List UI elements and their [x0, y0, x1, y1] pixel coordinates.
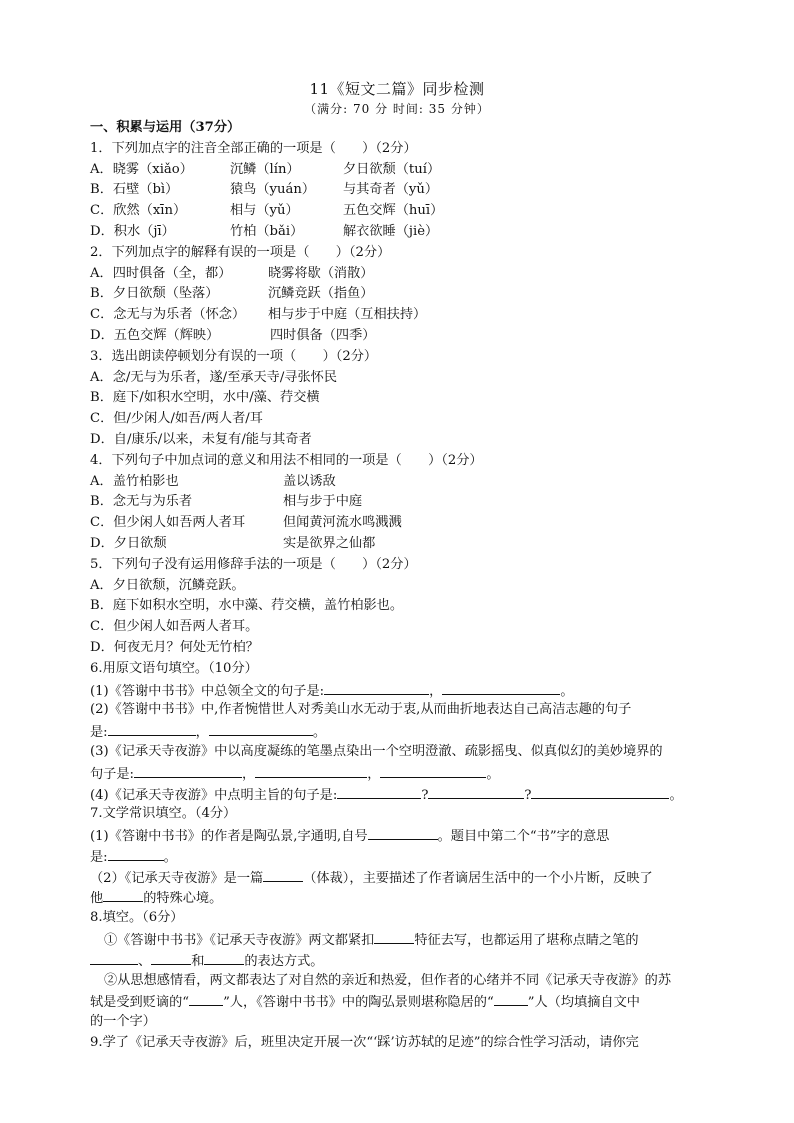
- answer-blank[interactable]: [255, 763, 367, 778]
- answer-blank[interactable]: [108, 721, 196, 736]
- question-9-stem: 9.学了《记承天寺夜游》后，班里决定开展一次“‘踩’访苏轼的足迹”的综合性学习活动，请你完: [90, 1035, 639, 1051]
- answer-blank[interactable]: [103, 887, 143, 902]
- answer-blank[interactable]: [374, 929, 414, 944]
- q1-option-d: [90, 222, 710, 243]
- q1-c-item3: 五色交辉（huī）: [343, 203, 444, 219]
- q8-part-2a: ②从思想感情看，两文都表达了对自然的亲近和热爱，但作者的心绪并不同《记承天寺夜游》的苏: [104, 972, 672, 988]
- answer-blank[interactable]: [442, 680, 560, 695]
- q2-b-item1: B．夕日欲颓（坠落）: [90, 286, 219, 302]
- question-1-stem: 1．下列加点字的注音全部正确的一项是（ ）（2分）: [90, 140, 417, 156]
- q6-part-2b: 是: ， 。: [90, 721, 710, 742]
- q1-option-b: [90, 180, 710, 201]
- page-title: 11《短文二篇》同步检测: [309, 80, 485, 98]
- q8-part-1a: ①《答谢中书书》《记承天寺夜游》两文都紧扣 特征去写，也都运用了堪称点睛之笔的: [90, 929, 710, 950]
- answer-blank[interactable]: [428, 784, 524, 799]
- q8-part-1b: 、 和 的表达方式。: [90, 950, 710, 971]
- q1-b-item3: 与其奇者（yǔ）: [343, 182, 439, 198]
- answer-blank[interactable]: [204, 950, 244, 965]
- q2-option-a: [90, 264, 710, 285]
- q2-a-item1: A．四时俱备（全，都）: [90, 265, 232, 281]
- q1-d-item1: D．积水（jī）: [90, 223, 175, 239]
- q1-a-item3: 夕日欲颓（tuí）: [343, 161, 441, 177]
- q6-part-2a: (2)《答谢中书书》中,作者惋惜世人对秀美山水无动于衷,从而曲折地表达自己高洁志趣的句子: [90, 702, 632, 718]
- answer-blank[interactable]: [108, 846, 164, 861]
- q3-option-b: B．庭下/如积水空明，水中/藻、荇交横: [90, 390, 320, 406]
- q1-option-c: [90, 201, 710, 222]
- answer-blank[interactable]: [494, 991, 528, 1006]
- q4-b-item1: B．念无与为乐者: [90, 494, 193, 510]
- q4-d-item2: 实是欲界之仙都: [283, 535, 376, 551]
- q5-option-b: B．庭下如积水空明，水中藻、荇交横，盖竹柏影也。: [90, 598, 404, 614]
- q2-option-b: [90, 284, 710, 305]
- answer-blank[interactable]: [380, 763, 486, 778]
- q2-c-item1: C．念无与为乐者（怀念）: [90, 307, 246, 323]
- q3-option-a: A．念/无与为乐者，遂/至承天寺/寻张怀民: [90, 369, 338, 385]
- q7-part-1c: 是: 。: [90, 846, 710, 867]
- q5-option-c: C．但少闲人如吾两人者耳。: [90, 619, 259, 635]
- answer-blank[interactable]: [134, 763, 242, 778]
- q1-c-item2: 相与（yǔ）: [230, 203, 299, 219]
- q7-part-1a: (1)《答谢中书书》的作者是陶弘景,字通明,自号 。题目中第二个“书”字的意思: [90, 825, 710, 846]
- q3-option-d: D．自/康乐/以来，未复有/能与其奇者: [90, 431, 312, 447]
- answer-blank[interactable]: [151, 950, 191, 965]
- q1-a-item1: A．晓雾（xiǎo）: [90, 161, 193, 177]
- question-4-stem: 4．下列句子中加点词的意义和用法不相同的一项是（ ）（2分）: [90, 452, 483, 468]
- q2-option-d: [90, 326, 710, 347]
- question-2-stem: 2．下列加点字的解释有误的一项是（ ）（2分）: [90, 244, 391, 260]
- section-heading: 一、积累与运用（37分）: [90, 120, 241, 135]
- q2-d-item1: D．五色交辉（辉映）: [90, 327, 220, 343]
- q3-option-c: C．但/少闲人/如吾/两人者/耳: [90, 411, 263, 427]
- q8-part-2e: 的一个字）: [90, 1014, 156, 1030]
- answer-blank[interactable]: [263, 867, 303, 882]
- q1-a-item2: 沉鳞（lín）: [230, 161, 300, 177]
- q1-b-item1: B．石壁（bì）: [90, 182, 179, 198]
- q2-b-item2: 沉鳞竞跃（指鱼）: [268, 286, 374, 302]
- question-7-stem: 7.文学常识填空。（4分）: [90, 806, 237, 822]
- q6-part-1: (1)《答谢中书书》中总领全文的句子是: ， 。: [90, 680, 710, 701]
- q4-c-item1: C．但少闲人如吾两人者耳: [90, 515, 246, 531]
- q1-d-item2: 竹柏（bǎi）: [230, 223, 304, 239]
- question-3-stem: 3．选出朗读停顿划分有误的一项（ ）（2分）: [90, 348, 378, 364]
- q1-c-item1: C．欣然（xīn）: [90, 203, 187, 219]
- q4-a-item1: A．盖竹柏影也: [90, 473, 179, 489]
- q7-part-2a: （2）《记承天寺夜游》是一篇 （体裁），主要描述了作者谪居生活中的一个小片断，反映了: [90, 867, 710, 888]
- q2-a-item2: 晓雾将歇（消散）: [268, 265, 374, 281]
- q4-option-d: [90, 534, 710, 555]
- document-body: [90, 118, 710, 1054]
- q1-option-a: [90, 160, 710, 181]
- q1-b-item2: 猿鸟（yuán）: [230, 182, 316, 198]
- page-subtitle: （满分: 70 分 时间: 35 分钟）: [304, 102, 490, 116]
- answer-blank[interactable]: [337, 784, 421, 799]
- q4-option-b: [90, 492, 710, 513]
- q6-part-3a: (3)《记承天寺夜游》中以高度凝练的笔墨点染出一个空明澄澈、疏影摇曳、似真似幻的美妙境界的: [90, 743, 663, 759]
- q2-option-c: [90, 305, 710, 326]
- q1-d-item3: 解衣欲睡（jiè）: [343, 223, 439, 239]
- question-5-stem: 5．下列句子没有运用修辞手法的一项是（ ）（2分）: [90, 556, 417, 572]
- q5-option-a: A．夕日欲颓，沉鳞竞跃。: [90, 577, 245, 593]
- q4-a-item2: 盖以诱敌: [283, 473, 336, 489]
- q4-c-item2: 但闻黄河流水鸣溅溅: [283, 515, 402, 531]
- q4-option-c: [90, 513, 710, 534]
- q4-d-item1: D．夕日欲颓: [90, 535, 167, 551]
- q4-b-item2: 相与步于中庭: [283, 494, 363, 510]
- q5-option-d: D．何夜无月？何处无竹柏？: [90, 639, 259, 655]
- answer-blank[interactable]: [209, 721, 313, 736]
- q7-part-2c: 他 的特殊心境。: [90, 887, 710, 908]
- answer-blank[interactable]: [531, 784, 669, 799]
- question-8-stem: 8.填空。（6分）: [90, 910, 184, 926]
- answer-blank[interactable]: [368, 825, 438, 840]
- answer-blank[interactable]: [189, 991, 223, 1006]
- q6-part-4: (4)《记承天寺夜游》中点明主旨的句子是: ? ? 。: [90, 784, 710, 805]
- answer-blank[interactable]: [90, 950, 138, 965]
- q6-part-3b: 句子是: ， ， 。: [90, 763, 710, 784]
- question-6-stem: 6.用原文语句填空。（10分）: [90, 660, 258, 676]
- answer-blank[interactable]: [324, 680, 429, 695]
- q4-option-a: [90, 472, 710, 493]
- q8-part-2b: 轼是受到贬谪的“ ”人，《答谢中书书》中的陶弘景则堪称隐居的“ ”人（均填摘自文中: [90, 991, 710, 1012]
- q2-c-item2: 相与步于中庭（互相扶持）: [268, 307, 427, 323]
- q2-d-item2: 四时俱备（四季）: [270, 327, 376, 343]
